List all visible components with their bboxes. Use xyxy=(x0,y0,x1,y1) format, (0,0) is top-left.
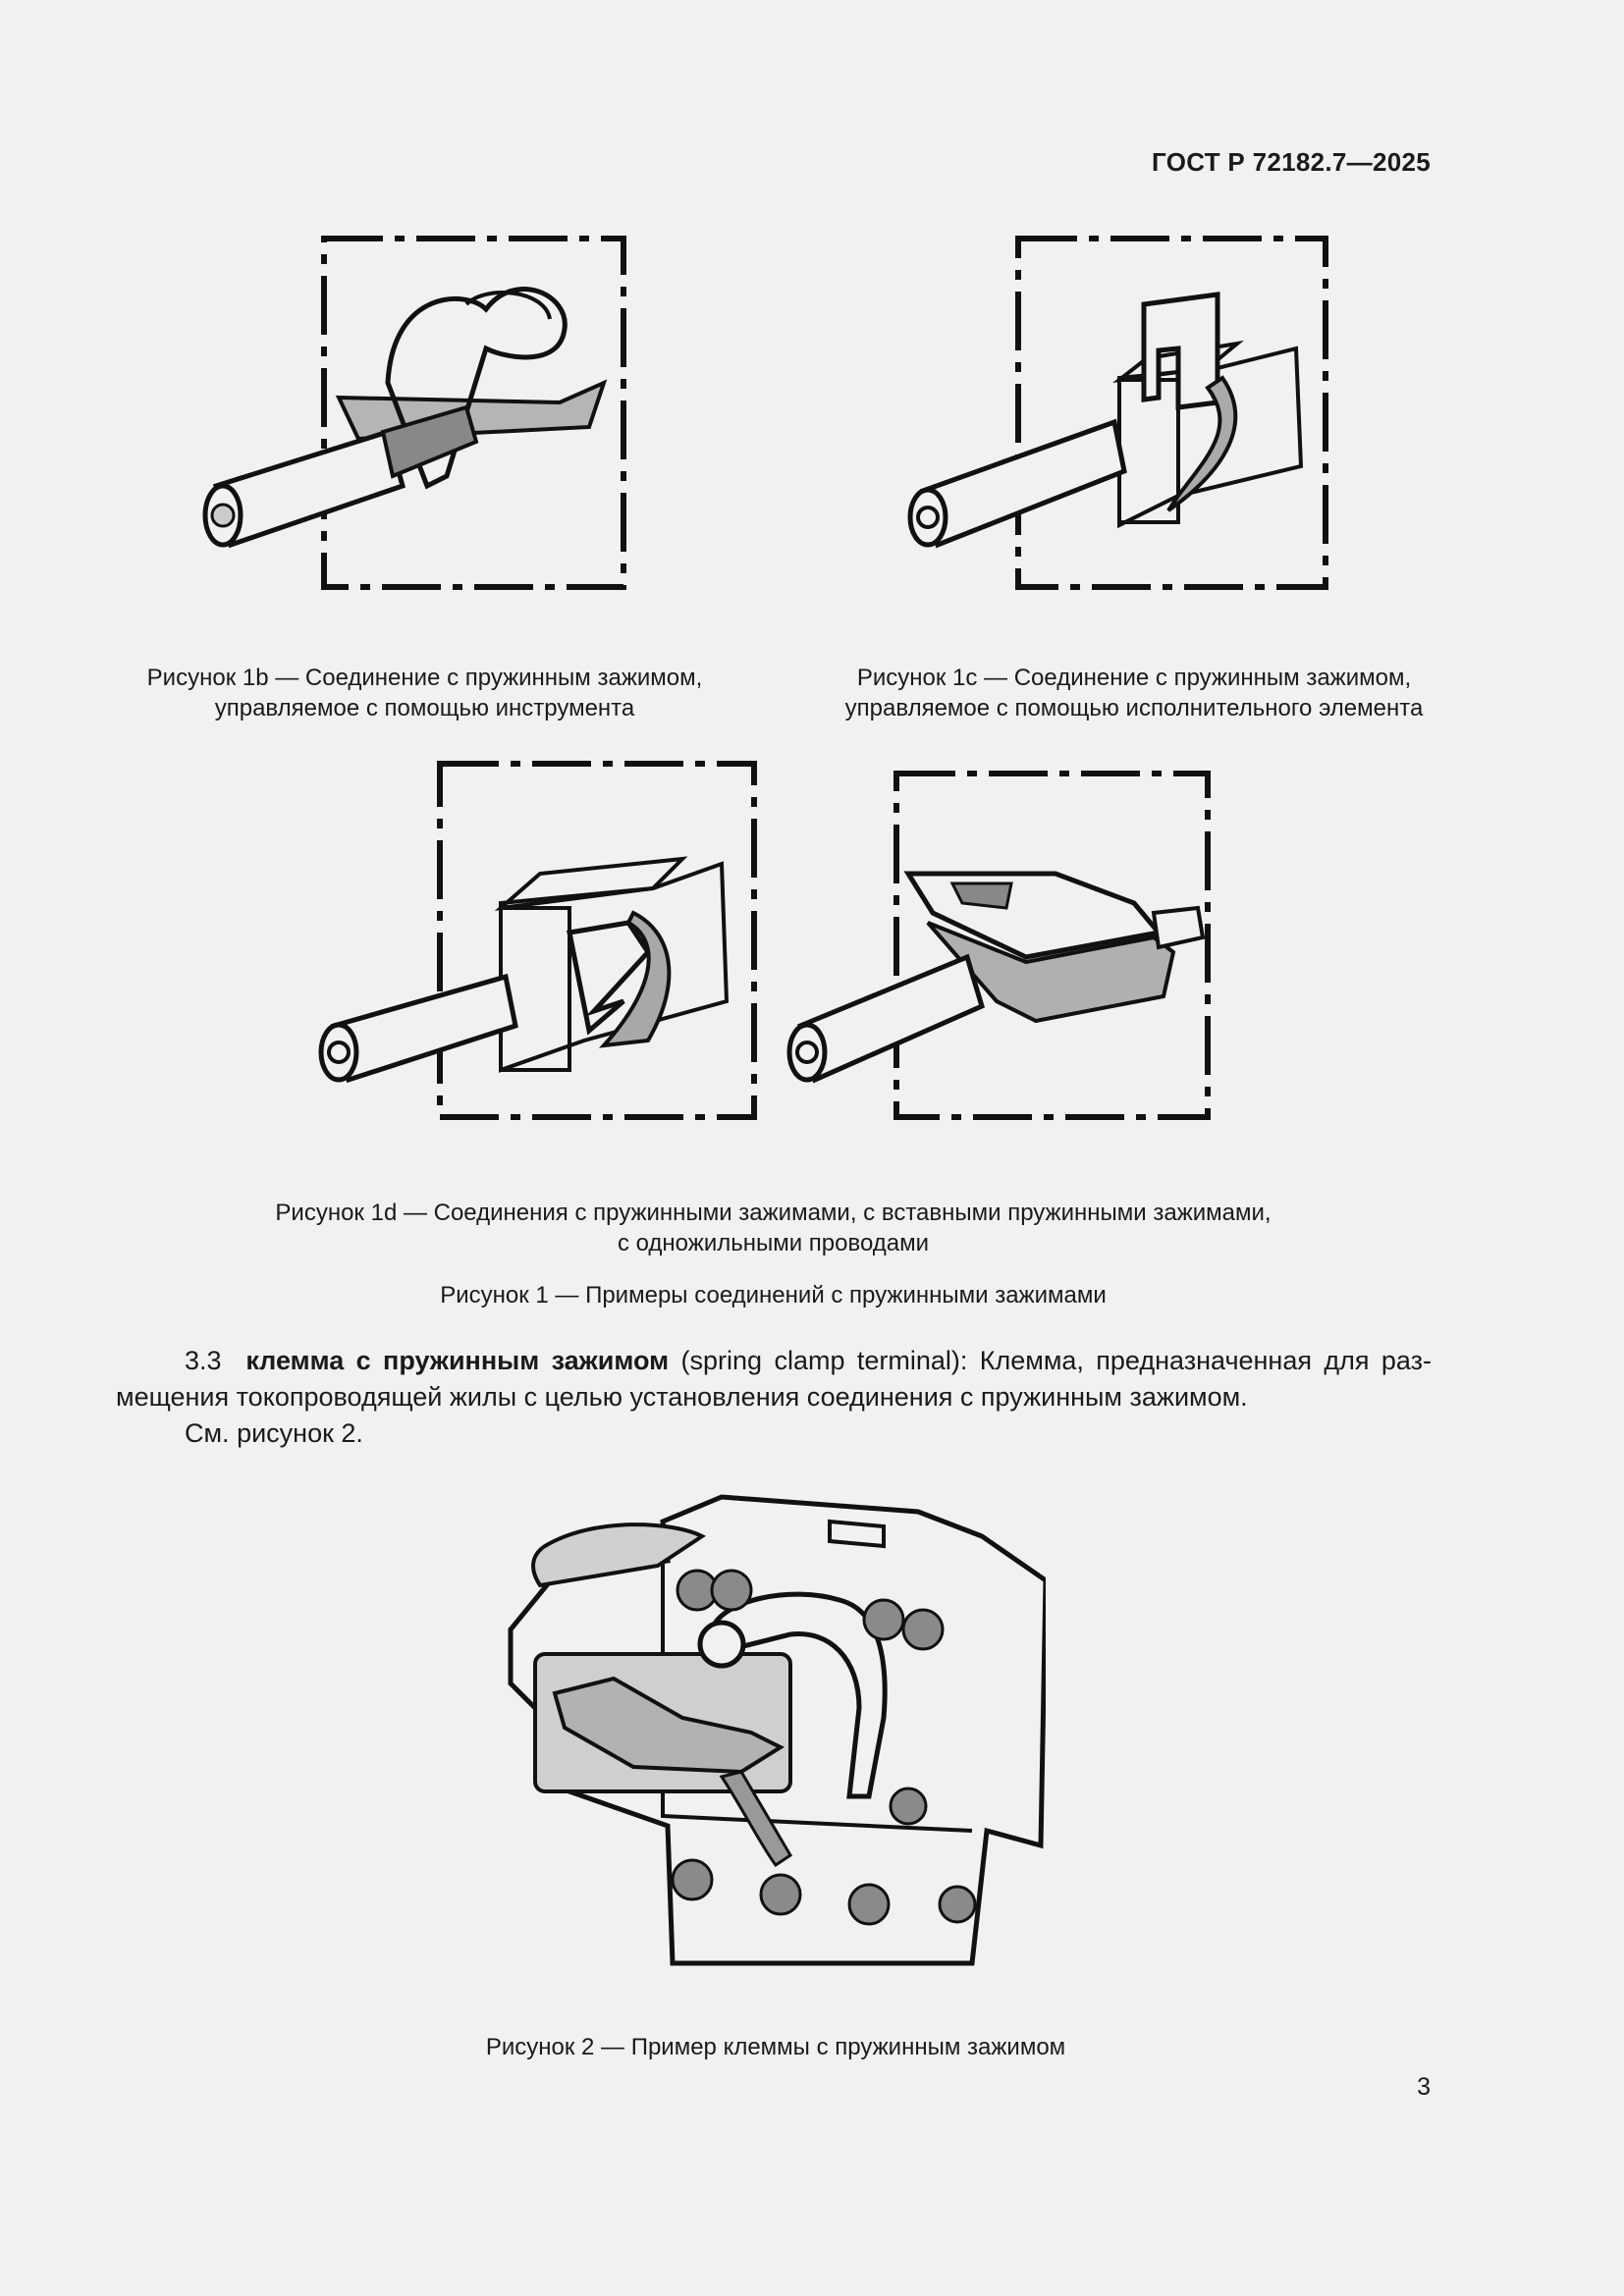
definition-line2: мещения токопроводящей жилы с целью установления соединения с пружинным зажимом. xyxy=(116,1382,1248,1412)
term-english: (spring clamp terminal): xyxy=(680,1346,968,1375)
figure-1d-left-illustration xyxy=(309,756,761,1129)
page-number: 3 xyxy=(1417,2073,1431,2101)
figure-frame xyxy=(440,764,754,1117)
see-also: См. рисунок 2. xyxy=(185,1418,363,1448)
figure-2-caption: Рисунок 2 — Пример клеммы с пружинным зажимом xyxy=(485,2034,1066,2060)
figure-1-caption: Рисунок 1 — Примеры соединений с пружинными зажимами xyxy=(440,1282,1107,1308)
document-id: ГОСТ Р 72182.7—2025 xyxy=(1152,147,1431,177)
section-number: 3.3 xyxy=(185,1346,222,1375)
definition-first-line xyxy=(116,1343,1432,1379)
figure-1b-caption-line2: управляемое с помощью инструмента xyxy=(214,695,635,721)
figure-2-illustration xyxy=(496,1492,1046,1993)
figure-1b-illustration xyxy=(191,231,643,594)
figure-1c-caption-line2: управляемое с помощью исполнительного элемента xyxy=(844,695,1424,721)
section-3-3 xyxy=(116,1343,1432,1452)
figure-1d-caption-line2: с одножильными проводами xyxy=(617,1230,930,1256)
figure-1c-caption-line1: Рисунок 1c — Соединение с пружинным зажимом, xyxy=(856,665,1412,691)
figure-1c-illustration xyxy=(884,231,1335,594)
term: клемма с пружинным зажимом xyxy=(245,1346,670,1375)
figure-1b-caption xyxy=(108,663,741,723)
figure-frame xyxy=(1018,239,1326,587)
definition-line1: Клемма, предназначенная для раз- xyxy=(979,1346,1432,1375)
figure-1d-caption xyxy=(157,1198,1389,1258)
figure-1d-right-illustration xyxy=(781,766,1232,1129)
figure-1b-caption-line1: Рисунок 1b — Соединение с пружинным зажимом, xyxy=(146,665,703,691)
figure-1d-caption-line1: Рисунок 1d — Соединения с пружинными зажимами, с вставными пружинными зажимами, xyxy=(275,1200,1272,1226)
figure-1c-caption xyxy=(800,663,1468,723)
